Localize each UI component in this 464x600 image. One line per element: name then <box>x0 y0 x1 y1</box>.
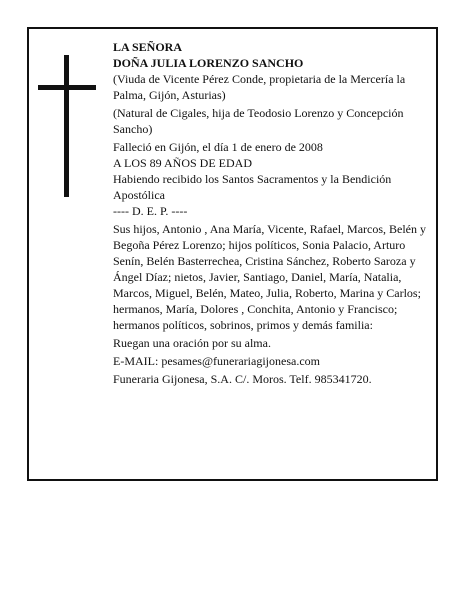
email: E-MAIL: pesames@funerariagijonesa.com <box>113 354 320 368</box>
funeral-home: Funeraria Gijonesa, S.A. C/. Moros. Telf. 985341720. <box>113 372 372 386</box>
sacraments: Habiendo recibido los Santos Sacramentos y la Bendición Apostólica <box>113 172 392 202</box>
death-date: Falleció en Gijón, el día 1 de enero de 2008 <box>113 140 323 154</box>
cross-icon <box>64 55 69 197</box>
cross-icon-bar <box>38 85 96 90</box>
notice-title: LA SEÑORA <box>113 40 183 54</box>
family-list: Sus hijos, Antonio , Ana María, Vicente, Rafael, Marcos, Belén y Begoña Pérez Lorenzo; hijos políticos, Sonia Palacio, Arturo Senín, Belén Basterrechea, Cristina Sánchez, Roberto Saroza y Ángel Díaz; nietos, Javier, Santiago, Daniel, María, Natalia, Marcos, Miguel, Belén, Mateo, Julia, Roberto, Marina y Carlos; hermanos, María, Dolores , Conchita, Antonio y Francisco; hermanos políticos, sobrinos, primos y demás familia: <box>113 222 427 332</box>
widow-of: (Viuda de Vicente Pérez Conde, propietaria de la Mercería la Palma, Gijón, Asturias) <box>113 72 406 102</box>
prayer: Ruegan una oración por su alma. <box>113 336 271 350</box>
age: A LOS 89 AÑOS DE EDAD <box>113 156 253 170</box>
origin: (Natural de Cigales, hija de Teodosio Lorenzo y Concepción Sancho) <box>113 106 404 136</box>
rip: ---- D. E. P. ---- <box>113 204 188 218</box>
notice-text <box>113 39 431 387</box>
deceased-name: DOÑA JULIA LORENZO SANCHO <box>113 56 304 70</box>
